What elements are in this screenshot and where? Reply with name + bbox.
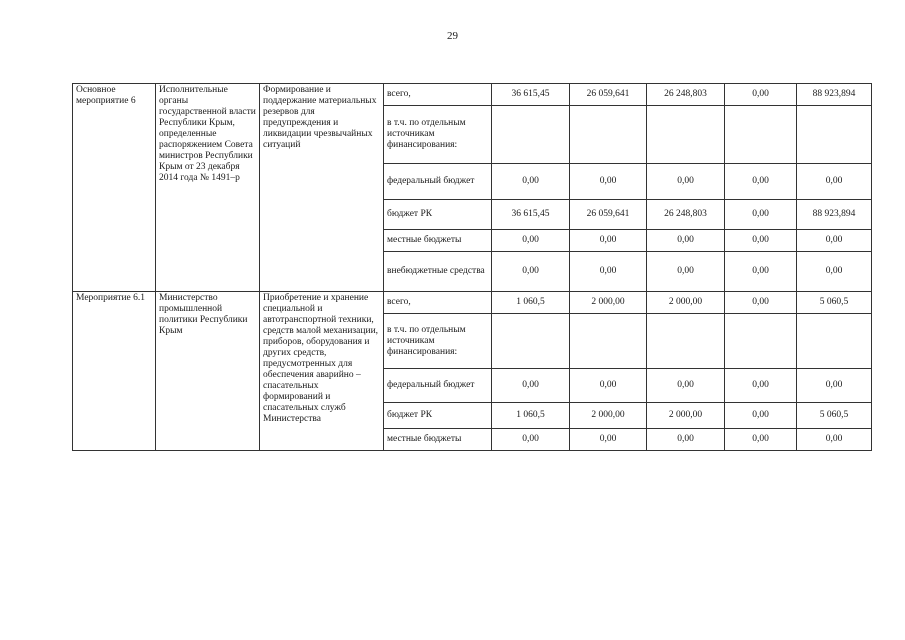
value-cell: 0,00 bbox=[570, 164, 647, 200]
value-cell: 0,00 bbox=[797, 369, 872, 403]
value-cell: 26 059,641 bbox=[570, 200, 647, 230]
table-row bbox=[73, 84, 872, 106]
value-cell: 0,00 bbox=[725, 403, 797, 429]
value-cell: 2 000,00 bbox=[647, 403, 725, 429]
value-cell: 0,00 bbox=[725, 292, 797, 314]
value-cell bbox=[647, 106, 725, 164]
value-cell: 0,00 bbox=[647, 164, 725, 200]
funding-source: всего, bbox=[384, 292, 492, 314]
value-cell bbox=[492, 106, 570, 164]
value-cell: 88 923,894 bbox=[797, 200, 872, 230]
value-cell: 26 059,641 bbox=[570, 84, 647, 106]
table-row bbox=[73, 292, 872, 314]
measure-executor: Министерство промышленной политики Республики Крым bbox=[156, 292, 260, 451]
value-cell bbox=[725, 314, 797, 369]
value-cell: 0,00 bbox=[492, 369, 570, 403]
value-cell: 0,00 bbox=[797, 230, 872, 252]
measure-executor: Исполнительные органы государственной власти Республики Крым, определенные распоряжением Совета министров Республики Крым от 23 декабря 2014 года № 1491–р bbox=[156, 84, 260, 292]
value-cell: 5 060,5 bbox=[797, 292, 872, 314]
value-cell: 2 000,00 bbox=[570, 292, 647, 314]
measure-name: Мероприятие 6.1 bbox=[73, 292, 156, 451]
value-cell bbox=[570, 106, 647, 164]
value-cell: 26 248,803 bbox=[647, 84, 725, 106]
value-cell bbox=[492, 314, 570, 369]
value-cell: 2 000,00 bbox=[647, 292, 725, 314]
value-cell: 0,00 bbox=[725, 230, 797, 252]
funding-source: бюджет РК bbox=[384, 403, 492, 429]
value-cell: 0,00 bbox=[492, 230, 570, 252]
value-cell: 0,00 bbox=[647, 230, 725, 252]
funding-source: местные бюджеты bbox=[384, 429, 492, 451]
value-cell: 0,00 bbox=[647, 429, 725, 451]
funding-source: в т.ч. по отдельным источникам финансирования: bbox=[384, 314, 492, 369]
value-cell: 0,00 bbox=[797, 164, 872, 200]
value-cell: 1 060,5 bbox=[492, 403, 570, 429]
value-cell bbox=[797, 314, 872, 369]
value-cell: 0,00 bbox=[797, 252, 872, 292]
value-cell: 1 060,5 bbox=[492, 292, 570, 314]
value-cell: 0,00 bbox=[725, 200, 797, 230]
funding-source: в т.ч. по отдельным источникам финансирования: bbox=[384, 106, 492, 164]
funding-source: бюджет РК bbox=[384, 200, 492, 230]
value-cell: 0,00 bbox=[725, 84, 797, 106]
value-cell: 36 615,45 bbox=[492, 84, 570, 106]
value-cell: 0,00 bbox=[570, 429, 647, 451]
value-cell: 0,00 bbox=[492, 429, 570, 451]
value-cell: 0,00 bbox=[570, 369, 647, 403]
value-cell: 0,00 bbox=[725, 369, 797, 403]
value-cell: 26 248,803 bbox=[647, 200, 725, 230]
value-cell: 2 000,00 bbox=[570, 403, 647, 429]
measure-name: Основное мероприятие 6 bbox=[73, 84, 156, 292]
value-cell: 36 615,45 bbox=[492, 200, 570, 230]
value-cell: 0,00 bbox=[797, 429, 872, 451]
funding-source: федеральный бюджет bbox=[384, 164, 492, 200]
funding-source: федеральный бюджет bbox=[384, 369, 492, 403]
funding-source: всего, bbox=[384, 84, 492, 106]
budget-table bbox=[72, 83, 872, 451]
value-cell: 0,00 bbox=[725, 252, 797, 292]
value-cell bbox=[570, 314, 647, 369]
funding-source: внебюджетные средства bbox=[384, 252, 492, 292]
value-cell bbox=[797, 106, 872, 164]
value-cell bbox=[647, 314, 725, 369]
value-cell: 0,00 bbox=[492, 252, 570, 292]
value-cell bbox=[725, 106, 797, 164]
value-cell: 0,00 bbox=[647, 252, 725, 292]
value-cell: 0,00 bbox=[492, 164, 570, 200]
measure-description: Приобретение и хранение специальной и автотранспортной техники, средств малой механизации, приборов, оборудования и других средств, предусмотренных для обеспечения аварийно – спасательных формирований и спасательных служб Министерства bbox=[260, 292, 384, 451]
value-cell: 88 923,894 bbox=[797, 84, 872, 106]
page-number: 29 bbox=[447, 30, 458, 42]
value-cell: 0,00 bbox=[647, 369, 725, 403]
value-cell: 0,00 bbox=[725, 429, 797, 451]
value-cell: 0,00 bbox=[725, 164, 797, 200]
measure-description: Формирование и поддержание материальных резервов для предупреждения и ликвидации чрезвычайных ситуаций bbox=[260, 84, 384, 292]
value-cell: 0,00 bbox=[570, 252, 647, 292]
value-cell: 0,00 bbox=[570, 230, 647, 252]
value-cell: 5 060,5 bbox=[797, 403, 872, 429]
funding-source: местные бюджеты bbox=[384, 230, 492, 252]
